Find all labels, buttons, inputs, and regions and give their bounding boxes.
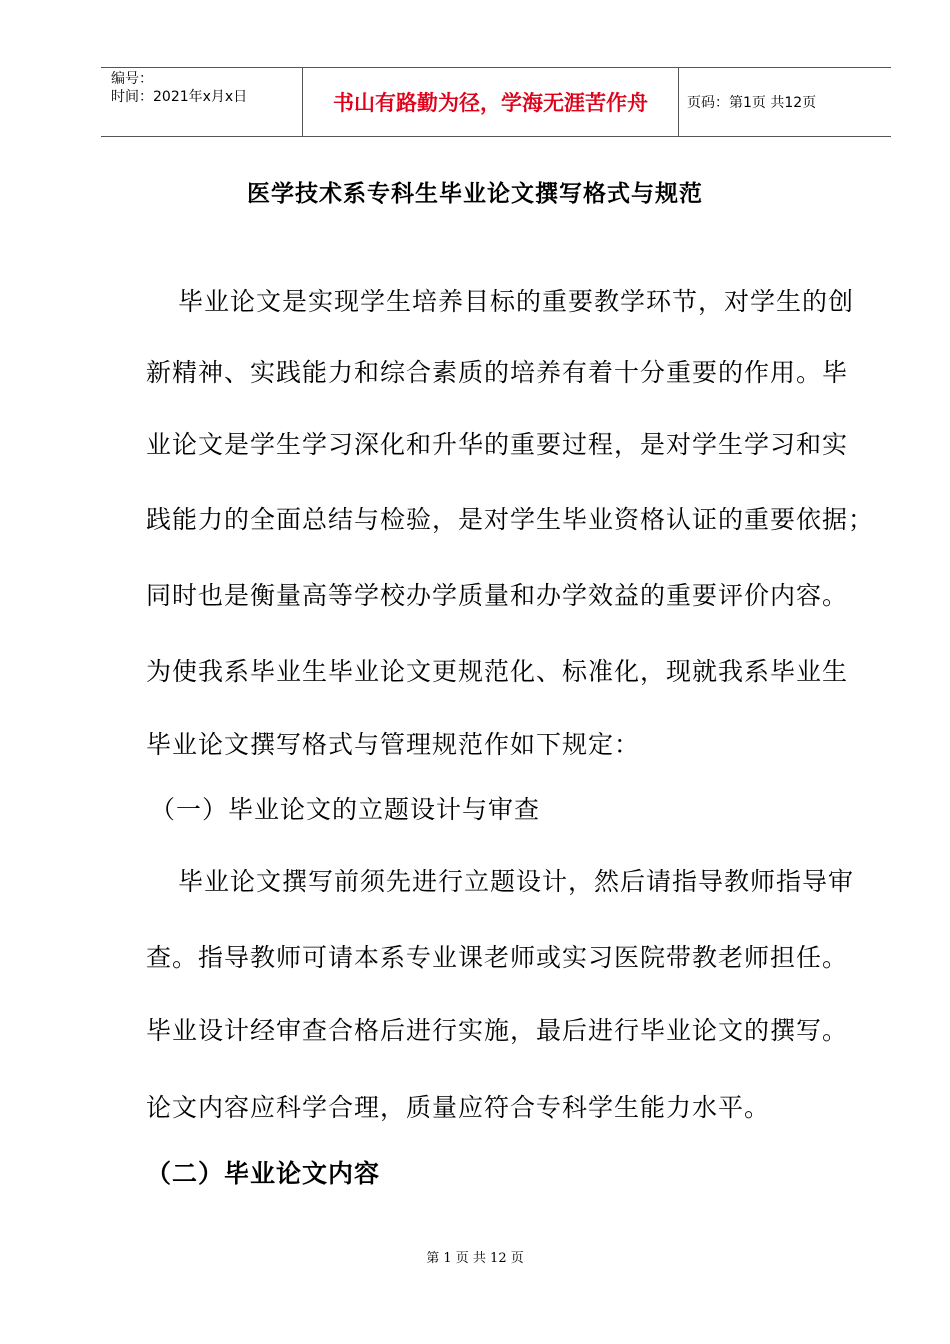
body-line: 业论文是学生学习深化和升华的重要过程，是对学生学习和实 — [146, 430, 849, 459]
body-line: 为使我系毕业生毕业论文更规范化、标准化，现就我系毕业生 — [146, 657, 849, 686]
page-footer: 第 1 页 共 12 页 — [426, 1251, 524, 1266]
body-line: 同时也是衡量高等学校办学质量和办学效益的重要评价内容。 — [146, 581, 849, 610]
body-line: 毕业论文撰写格式与管理规范作如下规定： — [146, 730, 641, 759]
body-line: 践能力的全面总结与检验，是对学生毕业资格认证的重要依据； — [146, 505, 875, 534]
section-heading: （一）毕业论文的立题设计与审查 — [150, 795, 541, 824]
page-header — [101, 67, 891, 137]
body-line: 毕业论文撰写前须先进行立题设计，然后请指导教师指导审 — [178, 867, 855, 896]
body-line: 毕业设计经审查合格后进行实施，最后进行毕业论文的撰写。 — [146, 1016, 849, 1045]
body-line: 新精神、实践能力和综合素质的培养有着十分重要的作用。毕 — [146, 358, 849, 387]
body-line: 查。指导教师可请本系专业课老师或实习医院带教老师担任。 — [146, 943, 849, 972]
document-title: 医学技术系专科生毕业论文撰写格式与规范 — [247, 181, 703, 207]
section-heading: （二）毕业论文内容 — [146, 1159, 381, 1188]
number-label: 编号： — [111, 71, 153, 87]
header-motto: 书山有路勤为径，学海无涯苦作舟 — [302, 68, 679, 136]
body-line: 毕业论文是实现学生培养目标的重要教学环节，对学生的创 — [178, 287, 855, 316]
body-line: 论文内容应科学合理，质量应符合专科学生能力水平。 — [146, 1093, 771, 1122]
header-meta — [101, 68, 301, 138]
header-page-info: 页码：第1页 共12页 — [687, 95, 817, 111]
time-label: 时间：2021年x月x日 — [111, 89, 248, 105]
